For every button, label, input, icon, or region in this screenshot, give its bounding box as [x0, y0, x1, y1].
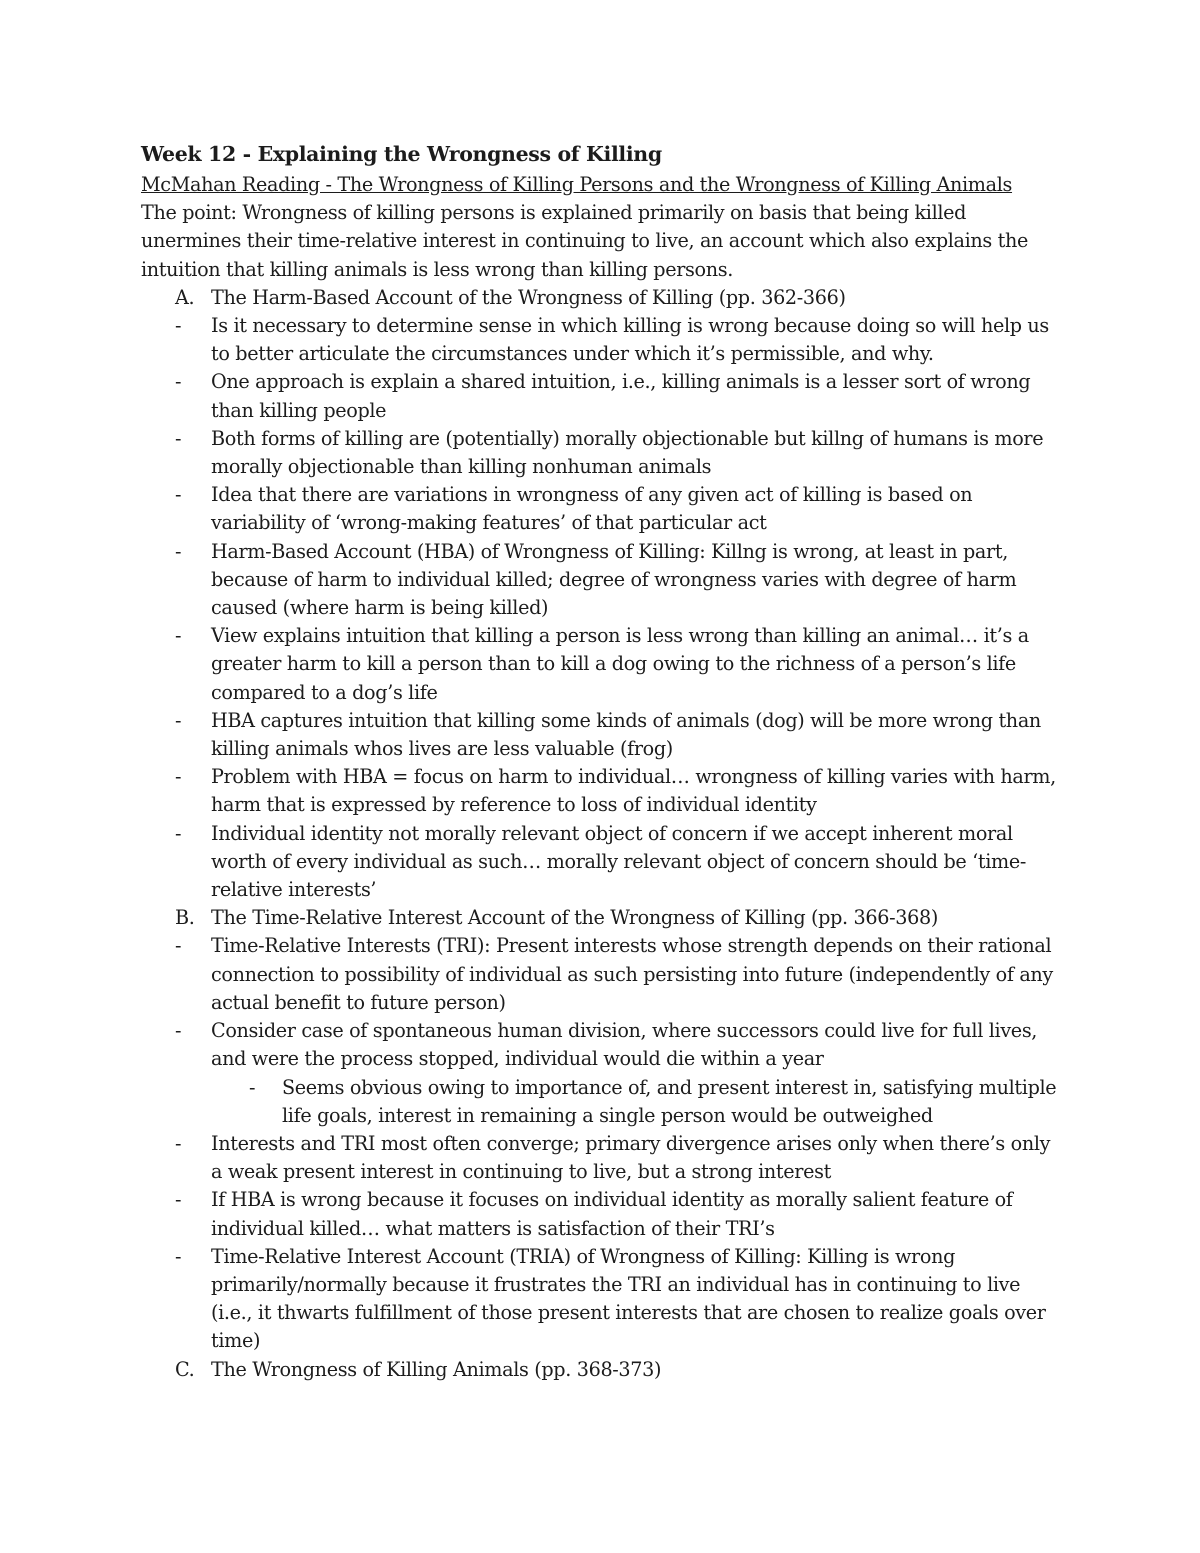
bullet-item: [141, 368, 1061, 424]
sub-bullet-item: [141, 1074, 1061, 1130]
bullet-item: [141, 820, 1061, 905]
bullet-marker: -: [175, 426, 182, 450]
bullet-text: Time-Relative Interests (TRI): Present interests whose strength depends on their rational connection to possibility of individual as such persisting into future (independently of any actual benefit to future person): [211, 934, 1053, 1014]
bullet-text: Problem with HBA = focus on harm to individual… wrongness of killing varies with harm, harm that is expressed by reference to loss of individual identity: [211, 765, 1056, 817]
bullet-item: [141, 1130, 1061, 1186]
bullet-text: HBA captures intuition that killing some kinds of animals (dog) will be more wrong than killing animals whos lives are less valuable (frog): [211, 708, 1041, 761]
bullet-text: Harm-Based Account (HBA) of Wrongness of Killing: Killng is wrong, at least in part, because of harm to individual killed; degree of wrongness varies with degree of harm caused (where harm is being killed): [211, 539, 1017, 620]
bullet-text: View explains intuition that killing a person is less wrong than killing an animal… it’s a greater harm to kill a person than to kill a dog owing to the richness of a person’s life compared to a dog’s life: [211, 624, 1029, 704]
section-c-heading: [141, 1356, 1061, 1384]
section-b-heading: [141, 904, 1061, 932]
outline-marker: B.: [175, 906, 195, 930]
bullet-text: Is it necessary to determine sense in which killing is wrong because doing so will help us to better articulate the circumstances under which it’s permissible, and why.: [211, 314, 1049, 366]
outline-text: The Time-Relative Interest Account of the Wrongness of Killing (pp. 366-368): [211, 906, 938, 930]
bullet-item: [141, 1017, 1061, 1073]
document-page: [141, 139, 1061, 1384]
bullet-text: Idea that there are variations in wrongness of any given act of killing is based on variability of ‘wrong-making features’ of that particular act: [211, 483, 973, 535]
bullet-item: [141, 481, 1061, 537]
bullet-text: Time-Relative Interest Account (TRIA) of Wrongness of Killing: Killing is wrong primarily/normally because it frustrates the TRI an individual has in continuing to live (i.e., it thwarts fulfillment of those present interests that are chosen to realize goals over time): [211, 1244, 1046, 1353]
main-point-paragraph: The point: Wrongness of killing persons is explained primarily on basis that being killed unermines their time-relative interest in continuing to live, an account which also explains the intuition that killing animals is less wrong than killing persons.: [141, 201, 1029, 281]
section-a-heading: [141, 284, 1061, 312]
bullet-marker: -: [249, 1075, 256, 1099]
bullet-text: Seems obvious owing to importance of, and present interest in, satisfying multiple life goals, interest in remaining a single person would be outweighed: [282, 1075, 1057, 1127]
bullet-item: [141, 1186, 1061, 1242]
bullet-item: [141, 707, 1061, 763]
reading-subtitle: McMahan Reading - The Wrongness of Killing Persons and the Wrongness of Killing Animals: [141, 173, 1013, 196]
outline: [141, 284, 1061, 1384]
bullet-text: Both forms of killing are (potentially) morally objectionable but killng of humans is more morally objectionable than killing nonhuman animals: [211, 426, 1044, 479]
bullet-text: One approach is explain a shared intuition, i.e., killing animals is a lesser sort of wrong than killing people: [211, 370, 1031, 422]
bullet-marker: -: [175, 624, 182, 648]
outline-text: The Harm-Based Account of the Wrongness of Killing (pp. 362-366): [211, 285, 846, 309]
bullet-item: [141, 622, 1061, 707]
bullet-item: [141, 932, 1061, 1017]
bullet-marker: -: [175, 821, 182, 845]
bullet-marker: -: [175, 1188, 182, 1212]
bullet-item: [141, 538, 1061, 623]
bullet-item: [141, 763, 1061, 819]
bullet-item: [141, 1243, 1061, 1356]
bullet-text: Interests and TRI most often converge; primary divergence arises only when there’s only a weak present interest in continuing to live, but a strong interest: [211, 1131, 1051, 1184]
bullet-marker: -: [175, 934, 182, 958]
bullet-marker: -: [175, 765, 182, 789]
bullet-marker: -: [175, 708, 182, 732]
bullet-text: If HBA is wrong because it focuses on individual identity as morally salient feature of individual killed… what matters is satisfaction of their TRI’s: [211, 1188, 1013, 1240]
bullet-marker: -: [175, 1019, 182, 1043]
document-title: Week 12 - Explaining the Wrongness of Killing: [141, 142, 662, 166]
bullet-text: Consider case of spontaneous human division, where successors could live for full lives, and were the process stopped, individual would die within a year: [211, 1019, 1038, 1071]
bullet-marker: -: [175, 1131, 182, 1155]
bullet-marker: -: [175, 483, 182, 507]
bullet-item: [141, 425, 1061, 481]
bullet-text: Individual identity not morally relevant object of concern if we accept inherent moral worth of every individual as such… morally relevant object of concern should be ‘time-relative interests’: [211, 821, 1027, 902]
bullet-marker: -: [175, 370, 182, 394]
bullet-marker: -: [175, 1244, 182, 1268]
bullet-marker: -: [175, 314, 182, 338]
outline-text: The Wrongness of Killing Animals (pp. 368-373): [211, 1357, 662, 1381]
outline-marker: C.: [175, 1357, 195, 1381]
outline-marker: A.: [175, 285, 195, 309]
bullet-item: [141, 312, 1061, 368]
bullet-marker: -: [175, 539, 182, 563]
